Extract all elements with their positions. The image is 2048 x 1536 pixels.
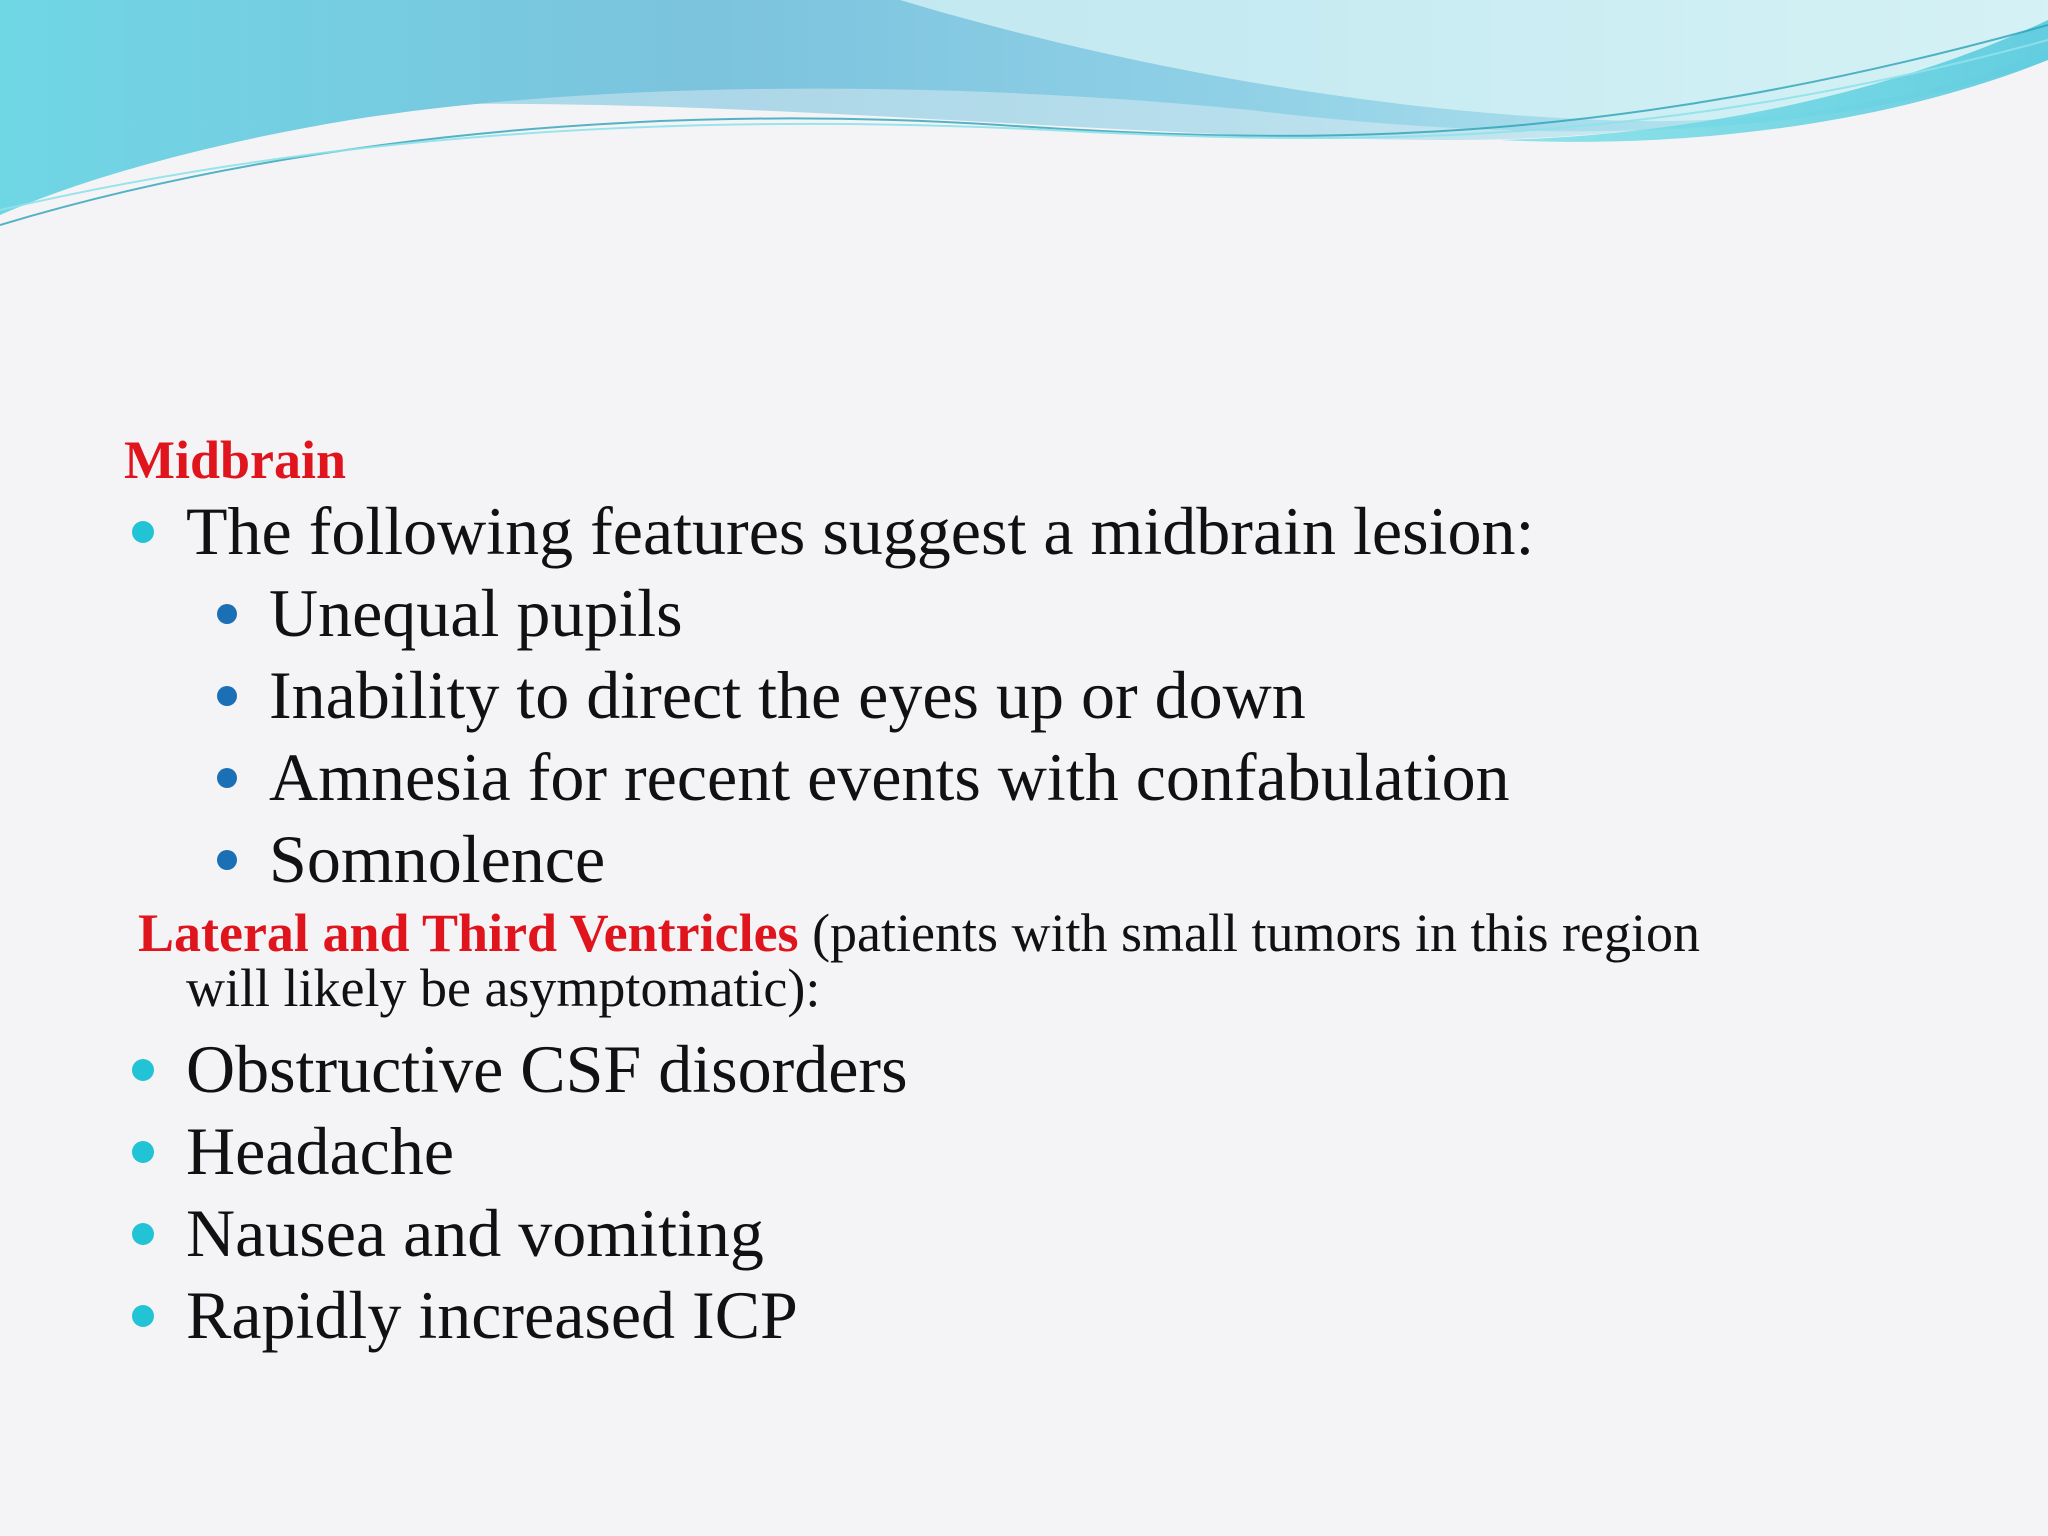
ventricles-paragraph (124, 903, 2004, 1018)
ventricles-symptom-item (124, 1192, 2004, 1274)
midbrain-feature-item (124, 818, 2004, 900)
ventricles-symptom-item (124, 1274, 2004, 1356)
bullet-dot-icon (217, 850, 237, 870)
bullet-dot-icon (132, 521, 154, 543)
ventricles-symptom-text: Obstructive CSF disorders (186, 1031, 908, 1107)
bullet-dot-icon (217, 686, 237, 706)
midbrain-intro-text: The following features suggest a midbrain lesion: (186, 493, 1535, 569)
bullet-dot-icon (132, 1059, 154, 1081)
midbrain-feature-text: Unequal pupils (269, 575, 683, 651)
midbrain-feature-item (124, 654, 2004, 736)
midbrain-heading: Midbrain (124, 430, 347, 490)
bullet-dot-icon (132, 1141, 154, 1163)
midbrain-intro-bullet (124, 490, 2004, 572)
midbrain-feature-text: Somnolence (269, 821, 606, 897)
ventricles-symptom-item (124, 1028, 2004, 1110)
midbrain-feature-text: Inability to direct the eyes up or down (269, 657, 1306, 733)
midbrain-feature-item (124, 736, 2004, 818)
slide-content (124, 430, 2004, 1356)
ventricles-symptom-text: Rapidly increased ICP (186, 1277, 798, 1353)
bullet-dot-icon (132, 1223, 154, 1245)
ventricles-symptom-item (124, 1110, 2004, 1192)
bullet-dot-icon (217, 604, 237, 624)
ventricles-note-line2: will likely be asymptomatic): (186, 958, 821, 1018)
bullet-dot-icon (217, 768, 237, 788)
ventricles-heading: Lateral and Third Ventricles (138, 903, 799, 963)
ventricles-note-line1: (patients with small tumors in this region (798, 903, 1700, 963)
ventricles-symptom-text: Nausea and vomiting (186, 1195, 764, 1271)
ventricles-symptom-text: Headache (186, 1113, 455, 1189)
header-wave-decoration (0, 0, 2048, 260)
midbrain-feature-text: Amnesia for recent events with confabulation (269, 739, 1510, 815)
bullet-dot-icon (132, 1305, 154, 1327)
midbrain-feature-item (124, 572, 2004, 654)
